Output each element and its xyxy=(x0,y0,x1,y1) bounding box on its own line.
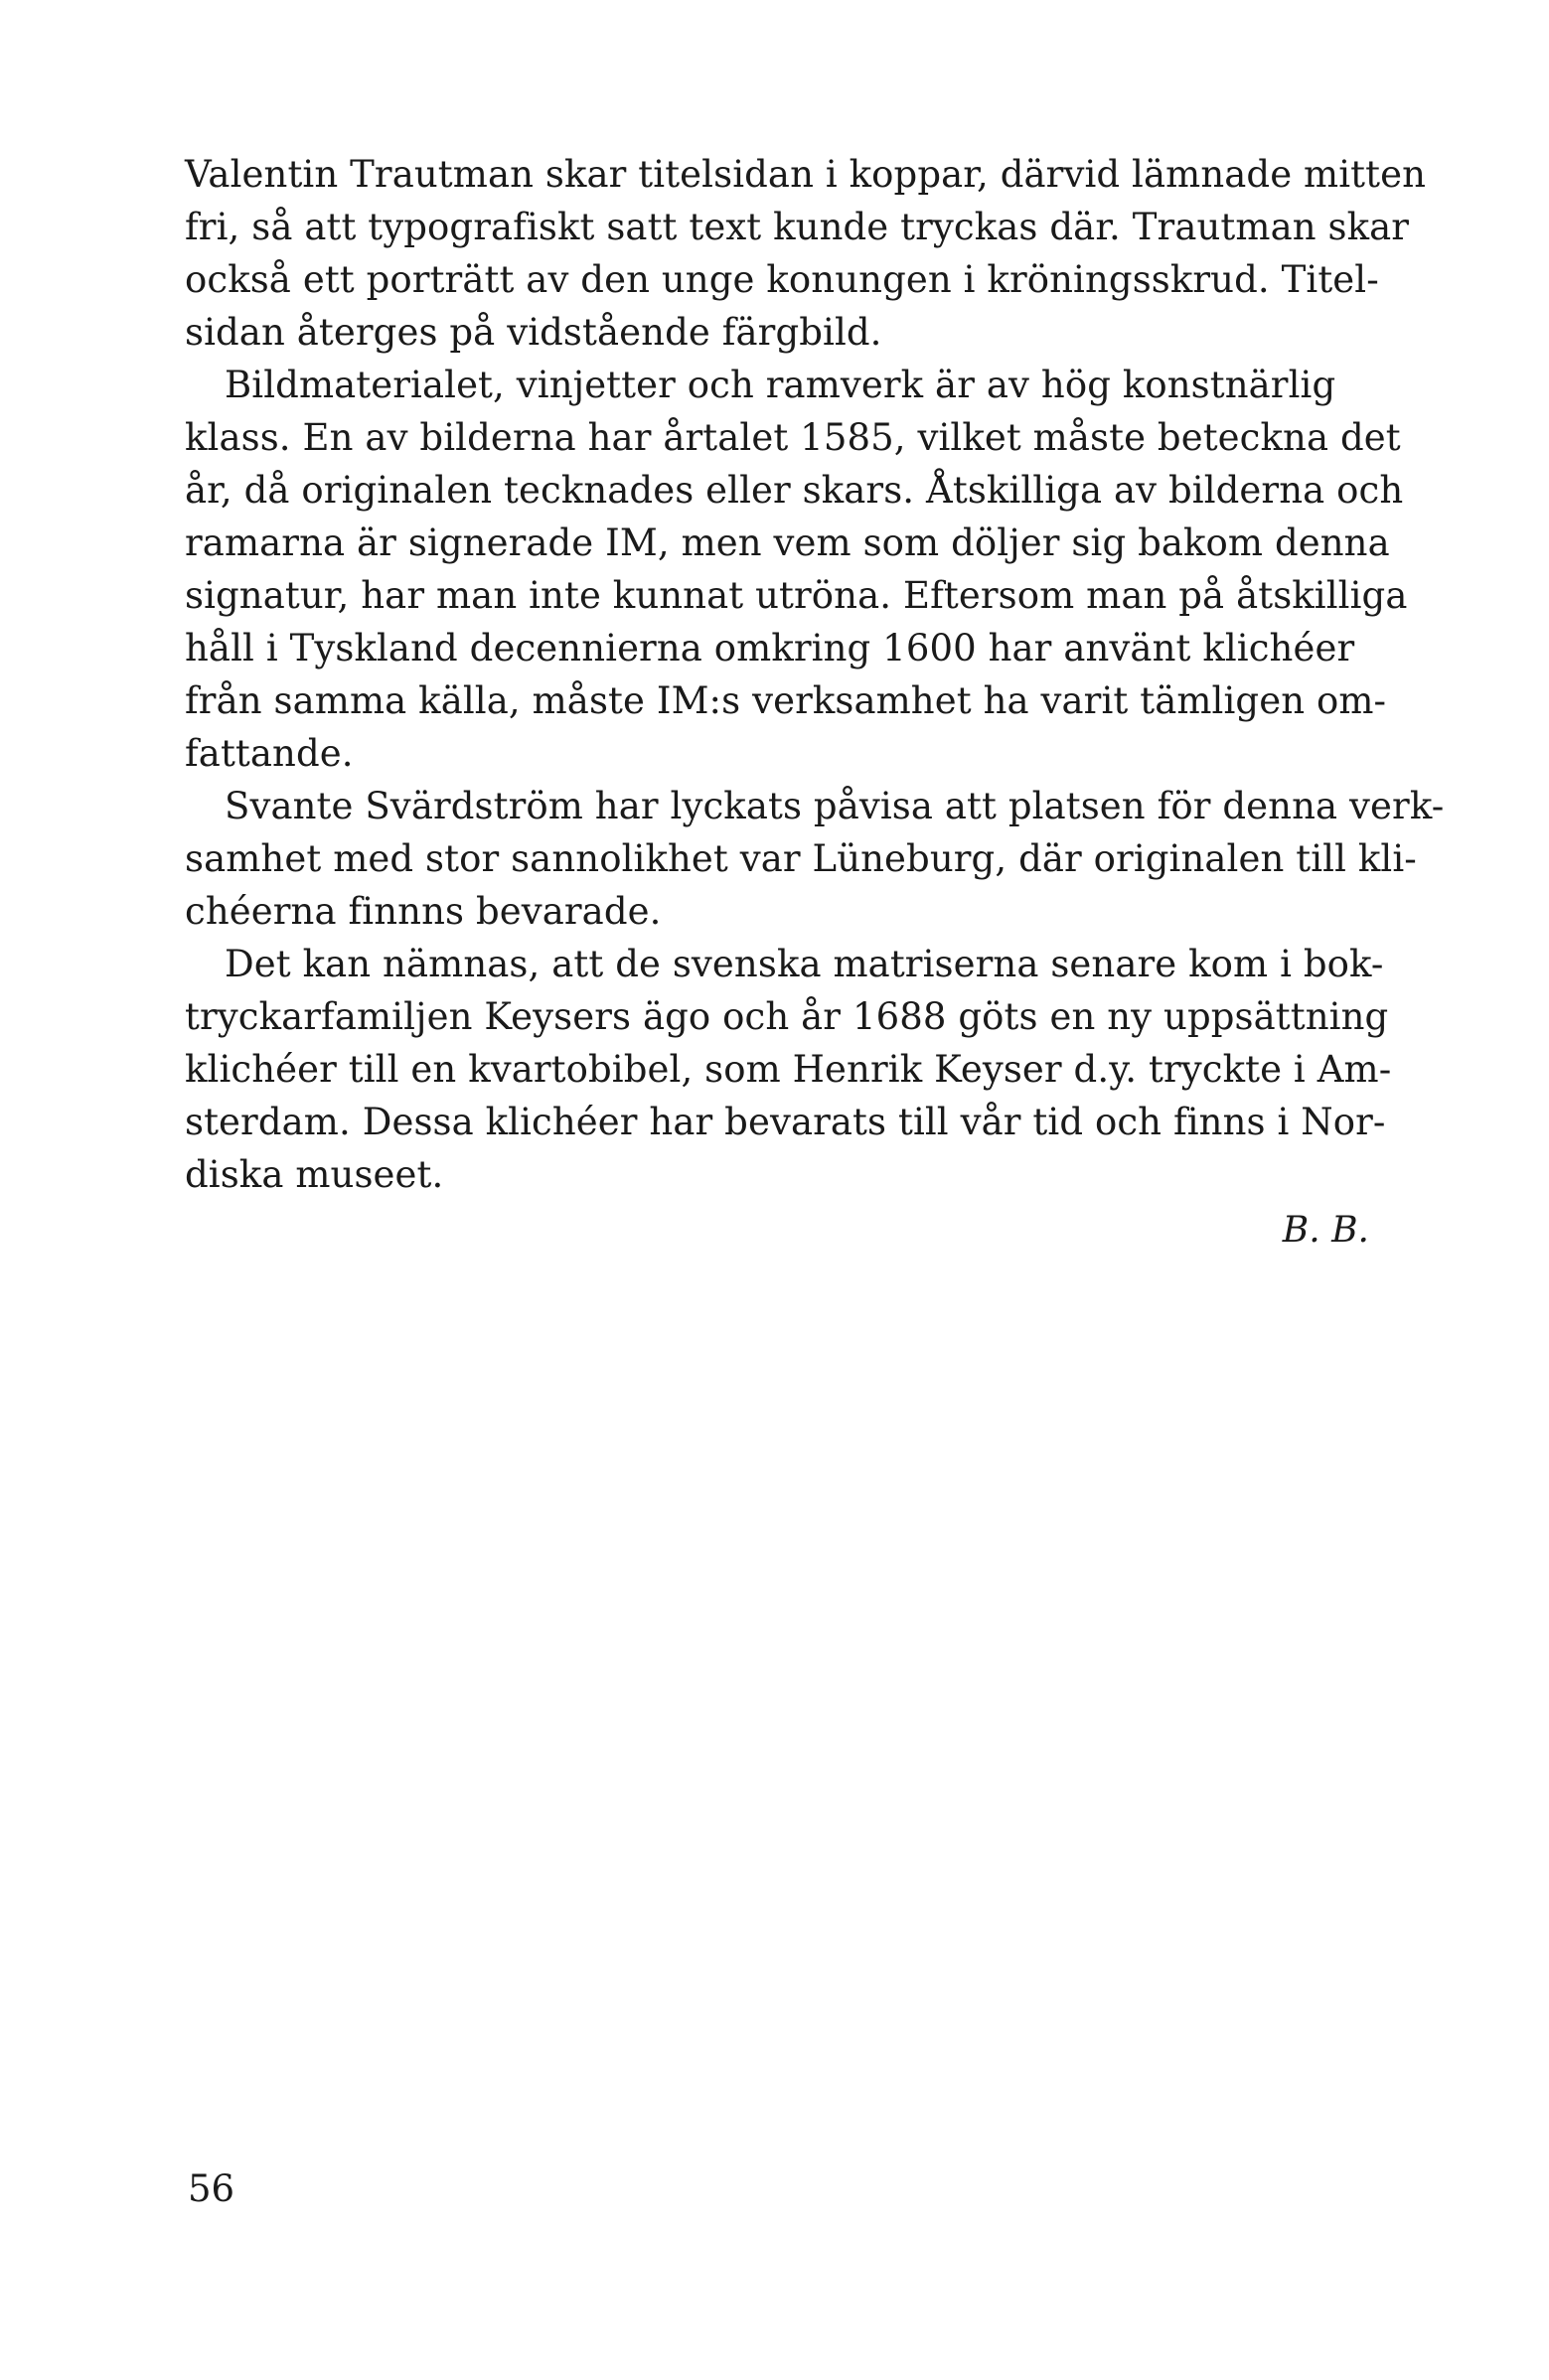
author-signature: B. B. xyxy=(1282,1210,1369,1251)
paragraph-first-line: Svante Svärdström har lyckats påvisa att platsen för denna verk- xyxy=(225,785,1445,827)
text-line: chéerna finnns bevarade. xyxy=(185,890,662,933)
text-line: klichéer till en kvartobibel, som Henrik Keyser d.y. tryckte i Am- xyxy=(185,1048,1392,1091)
text-line: Valentin Trautman skar titelsidan i koppar, därvid lämnade mitten xyxy=(185,153,1427,196)
text-line: signatur, har man inte kunnat utröna. Eftersom man på åtskilliga xyxy=(185,574,1408,617)
text-line: håll i Tyskland decennierna omkring 1600 har använt klichéer xyxy=(185,627,1355,669)
paragraph-first-line: Bildmaterialet, vinjetter och ramverk är av hög konstnärlig xyxy=(225,364,1336,406)
text-line: sidan återges på vidstående färgbild. xyxy=(185,311,882,354)
text-line: sterdam. Dessa klichéer har bevarats till vår tid och finns i Nor- xyxy=(185,1101,1386,1143)
page-number: 56 xyxy=(188,2167,235,2210)
paragraph-first-line: Det kan nämnas, att de svenska matriserna senare kom i bok- xyxy=(225,943,1384,985)
text-line: fri, så att typografiskt satt text kunde tryckas där. Trautman skar xyxy=(185,206,1410,248)
text-line: också ett porträtt av den unge konungen i kröningsskrud. Titel- xyxy=(185,258,1379,301)
text-line: klass. En av bilderna har årtalet 1585, vilket måste beteckna det xyxy=(185,416,1401,459)
text-line: tryckarfamiljen Keysers ägo och år 1688 göts en ny uppsättning xyxy=(185,995,1389,1038)
text-line: fattande. xyxy=(185,732,354,775)
text-line: diska museet. xyxy=(185,1153,444,1196)
text-line: ramarna är signerade IM, men vem som döljer sig bakom denna xyxy=(185,521,1390,564)
text-line: samhet med stor sannolikhet var Lüneburg, där originalen till kli- xyxy=(185,837,1417,880)
text-line: år, då originalen tecknades eller skars. Åtskilliga av bilderna och xyxy=(185,469,1404,512)
text-line: från samma källa, måste IM:s verksamhet ha varit tämligen om- xyxy=(185,679,1387,722)
